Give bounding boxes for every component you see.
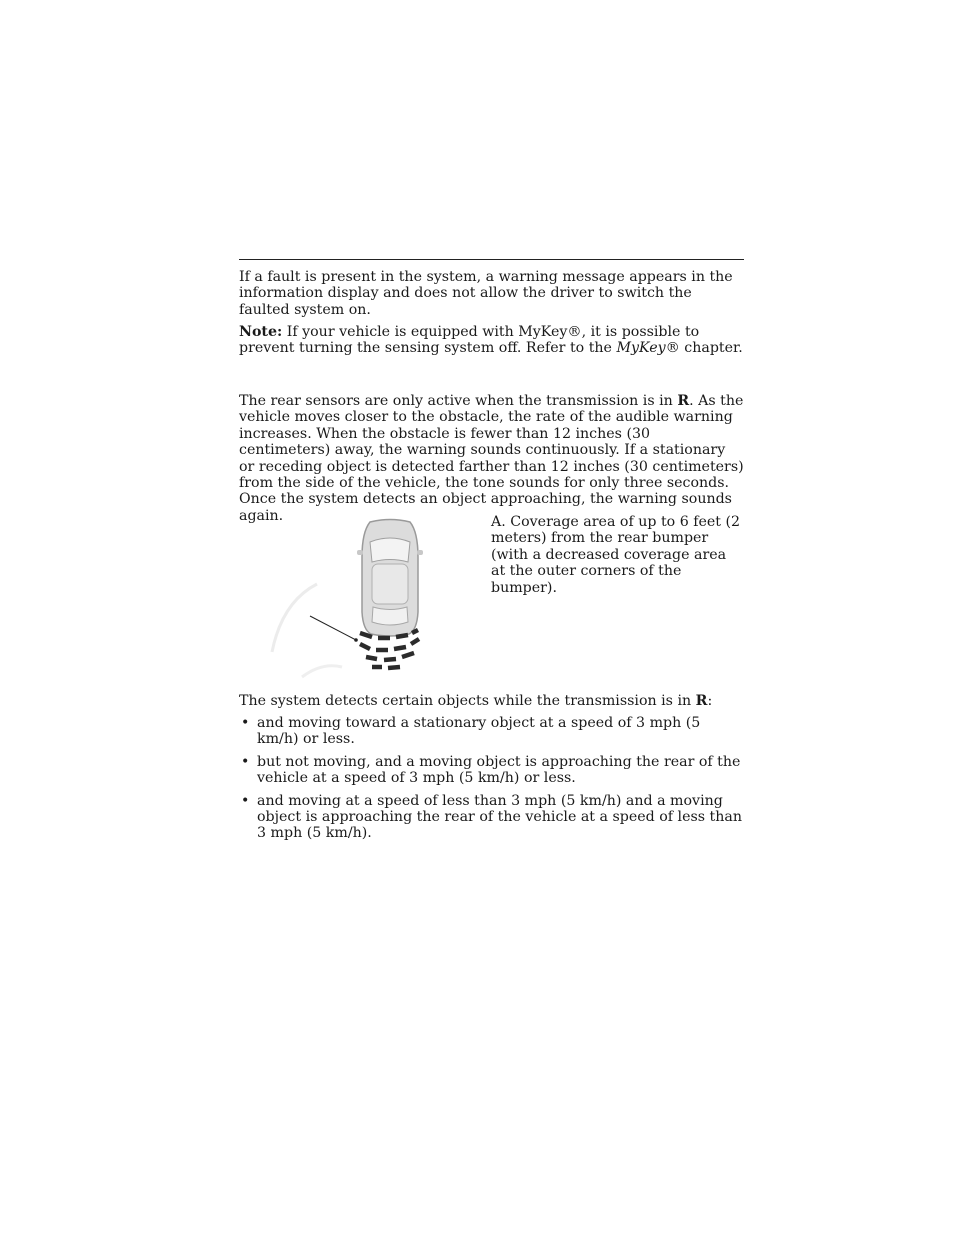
car-coverage-illustration — [262, 512, 462, 684]
detects-text-after: : — [707, 693, 713, 709]
list-item-text: but not moving, and a moving object is approaching the rear of the vehicle at a speed of 3 mph (5 km/h) or less. — [257, 753, 741, 787]
rear-sensors-text-after: . As the vehicle moves closer to the obstacle, the rate of the audible warning increases. When the obstacle is fewer than 12 inches (30 centimeters) away, the warning sounds continuously. If a stationary or receding object is detected farther than 12 inches (30 centimeters) from the side of the vehicle, the tone sounds for only three seconds. Once the system detects an object approaching, the warning sounds again. — [239, 393, 744, 524]
list-item — [239, 754, 744, 787]
detects-text-before: The system detects certain objects while the transmission is in — [239, 693, 696, 709]
bullet-glyph: • — [241, 753, 250, 770]
detection-conditions-list — [239, 715, 744, 848]
list-item-text: and moving at a speed of less than 3 mph (5 km/h) and a moving object is approaching the rear of the vehicle at a speed of less than 3 mph (5 km/h). — [257, 792, 742, 842]
bullet-glyph: • — [241, 792, 250, 809]
detects-intro — [239, 693, 744, 709]
note-label: Note: — [239, 324, 283, 340]
note-paragraph — [239, 324, 744, 357]
list-item — [239, 715, 744, 748]
rear-sensors-paragraph — [239, 393, 744, 524]
mykey-chapter-reference: MyKey® — [616, 340, 680, 357]
list-item — [239, 793, 744, 842]
gear-reverse-detects: R — [695, 693, 708, 709]
list-item-text: and moving toward a stationary object at a speed of 3 mph (5 km/h) or less. — [257, 715, 701, 748]
rear-sensors-text-before: The rear sensors are only active when the transmission is in — [239, 393, 678, 409]
bullet-glyph: • — [241, 715, 250, 731]
gear-reverse: R — [677, 393, 690, 409]
note-text-after: chapter. — [679, 340, 743, 357]
car-top-view — [357, 520, 423, 637]
callout-line — [310, 616, 356, 640]
rear-sensor-coverage-figure — [262, 512, 462, 684]
section-divider — [239, 259, 744, 260]
fault-paragraph: If a fault is present in the system, a warning message appears in the information display and does not allow the driver to switch the faulted system on. — [239, 269, 733, 318]
figure-caption: A. Coverage area of up to 6 feet (2 meters) from the rear bumper (with a decreased coverage area at the outer corners of the bumper). — [491, 514, 741, 596]
note-text-before: If your vehicle is equipped with MyKey®, it is possible to prevent turning the sensing system off. Refer to the — [239, 324, 700, 357]
